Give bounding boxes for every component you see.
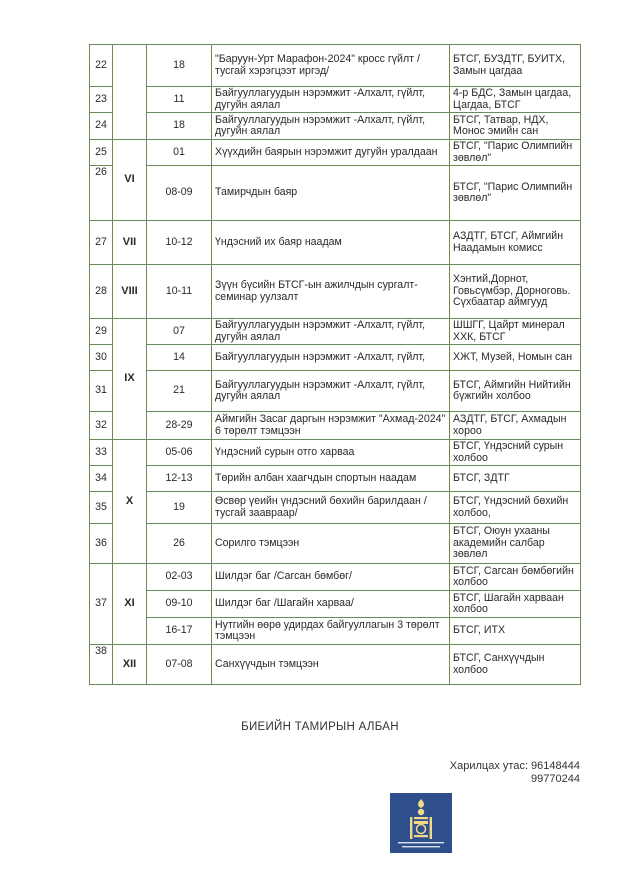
organizer-cell: БТСГ, Сагсан бөмбөгийн холбоо	[450, 564, 581, 591]
table-row	[90, 45, 581, 87]
organizer-cell: БТСГ, Оюун ухааны академийн салбар зөвлөл	[450, 524, 581, 564]
row-number: 33	[90, 440, 113, 466]
organizer-cell: АЗДТГ, БТСГ, Аймгийн Наадамын комисс	[450, 221, 581, 265]
organizer-cell: БТСГ, Үндэсний бөхийн холбоо,	[450, 492, 581, 524]
date-cell: 19	[147, 492, 212, 524]
event-cell: Байгууллагуудын нэрэмжит -Алхалт, гүйлт, дугуйн аялал	[212, 113, 450, 140]
table-row	[90, 265, 581, 319]
event-cell: "Баруун-Урт Марафон-2024" кросс гүйлт /тусгай хэрэгцээт иргэд/	[212, 45, 450, 87]
schedule-table	[89, 44, 581, 685]
table-row	[90, 113, 581, 140]
table-row	[90, 345, 581, 371]
soyombo-seal-icon	[390, 793, 452, 853]
table-row	[90, 564, 581, 591]
event-cell: Шилдэг баг /Шагайн харваа/	[212, 591, 450, 618]
row-number: 38	[90, 645, 113, 685]
date-cell: 09-10	[147, 591, 212, 618]
table-row	[90, 221, 581, 265]
row-number: 26	[90, 166, 113, 221]
month-cell: XII	[113, 645, 147, 685]
date-cell: 10-12	[147, 221, 212, 265]
table-row	[90, 618, 581, 645]
row-number: 34	[90, 466, 113, 492]
organizer-cell: ХЖТ, Музей, Номын сан	[450, 345, 581, 371]
date-cell: 11	[147, 87, 212, 113]
row-number: 35	[90, 492, 113, 524]
date-cell: 18	[147, 113, 212, 140]
event-cell: Шилдэг баг /Сагсан бөмбөг/	[212, 564, 450, 591]
date-cell: 08-09	[147, 166, 212, 221]
table-row	[90, 492, 581, 524]
table-row	[90, 591, 581, 618]
organizer-cell: БТСГ, БУЗДТГ, БУИТХ, Замын цагдаа	[450, 45, 581, 87]
row-number: 27	[90, 221, 113, 265]
organizer-cell: БТСГ, Татвар, НДХ, Монос эмийн сан	[450, 113, 581, 140]
organizer-cell: БТСГ, Аймгийн Нийтийн бүжгийн холбоо	[450, 371, 581, 412]
month-cell: VII	[113, 221, 147, 265]
month-cell: X	[113, 440, 147, 564]
date-cell: 18	[147, 45, 212, 87]
row-number: 23	[90, 87, 113, 113]
month-cell	[113, 45, 147, 140]
table-row	[90, 466, 581, 492]
contact-info	[450, 760, 580, 786]
table-row	[90, 412, 581, 440]
date-cell: 16-17	[147, 618, 212, 645]
organizer-cell: БТСГ, Шагайн харваан холбоо	[450, 591, 581, 618]
event-cell: Үндэсний их баяр наадам	[212, 221, 450, 265]
date-cell: 01	[147, 140, 212, 166]
month-cell: VI	[113, 140, 147, 221]
row-number: 25	[90, 140, 113, 166]
date-cell: 14	[147, 345, 212, 371]
table-row	[90, 166, 581, 221]
event-cell: Өсвөр үеийн үндэсний бөхийн барилдаан /тусгай зааврааp/	[212, 492, 450, 524]
event-cell: Санхүүчдын тэмцээн	[212, 645, 450, 685]
month-cell: VIII	[113, 265, 147, 319]
date-cell: 07-08	[147, 645, 212, 685]
row-number: 24	[90, 113, 113, 140]
event-cell: Зүүн бүсийн БТСГ-ын ажилчдын сургалт-семинар уулзалт	[212, 265, 450, 319]
office-name: БИЕИЙН ТАМИРЫН АЛБАН	[241, 721, 399, 733]
event-cell: Үндэсний сурын отго харваа	[212, 440, 450, 466]
organizer-cell: БТСГ, Үндэсний сурын холбоо	[450, 440, 581, 466]
date-cell: 10-11	[147, 265, 212, 319]
date-cell: 05-06	[147, 440, 212, 466]
table-row	[90, 645, 581, 685]
date-cell: 26	[147, 524, 212, 564]
organizer-cell: 4-р БДС, Замын цагдаа, Цагдаа, БТСГ	[450, 87, 581, 113]
table-row	[90, 140, 581, 166]
contact-phone-2: 99770244	[531, 773, 580, 785]
table-row	[90, 440, 581, 466]
row-number: 22	[90, 45, 113, 87]
organizer-cell: ШШГГ, Цайрт минерал ХХК, БТСГ	[450, 319, 581, 345]
event-cell: Сорилго тэмцээн	[212, 524, 450, 564]
event-cell: Аймгийн Засаг даргын нэрэмжит "Ахмад-2024" 6 төрөлт тэмцээн	[212, 412, 450, 440]
table-row	[90, 87, 581, 113]
date-cell: 12-13	[147, 466, 212, 492]
date-cell: 21	[147, 371, 212, 412]
organizer-cell: БТСГ, ЗДТГ	[450, 466, 581, 492]
month-cell: IX	[113, 319, 147, 440]
organizer-cell: Хэнтий,Дорнот, Говьсүмбэр, Дорноговь. Сүхбаатар аймгууд	[450, 265, 581, 319]
date-cell: 28-29	[147, 412, 212, 440]
table-row	[90, 371, 581, 412]
event-cell: Байгууллагуудын нэрэмжит -Алхалт, гүйлт, дугуйн аялал	[212, 87, 450, 113]
event-cell: Хүүхдийн баярын нэрэмжит дугуйн уралдаан	[212, 140, 450, 166]
date-cell: 07	[147, 319, 212, 345]
table-row	[90, 524, 581, 564]
row-number: 36	[90, 524, 113, 564]
row-number: 29	[90, 319, 113, 345]
organizer-cell: БТСГ, Санхүүчдын холбоо	[450, 645, 581, 685]
event-cell: Төрийн албан хаагчдын спортын наадам	[212, 466, 450, 492]
row-number: 30	[90, 345, 113, 371]
date-cell: 02-03	[147, 564, 212, 591]
organizer-cell: БТСГ, "Парис Олимпийн зөвлөл"	[450, 140, 581, 166]
event-cell: Тамирчдын баяр	[212, 166, 450, 221]
table-row	[90, 319, 581, 345]
month-cell: XI	[113, 564, 147, 645]
row-number: 31	[90, 371, 113, 412]
event-cell: Байгууллагуудын нэрэмжит -Алхалт, гүйлт, дугуйн аялал	[212, 371, 450, 412]
contact-phone-1: Харилцах утас: 96148444	[449, 760, 580, 772]
row-number: 32	[90, 412, 113, 440]
organizer-cell: БТСГ, "Парис Олимпийн зөвлөл"	[450, 166, 581, 221]
organizer-cell: АЗДТГ, БТСГ, Ахмадын хороо	[450, 412, 581, 440]
event-cell: Нутгийн өөрө удирдах байгууллагын 3 төрөлт тэмцээн	[212, 618, 450, 645]
event-cell: Байгууллагуудын нэрэмжит -Алхалт, гүйлт,	[212, 345, 450, 371]
organizer-cell: БТСГ, ИТХ	[450, 618, 581, 645]
event-cell: Байгууллагуудын нэрэмжит -Алхалт, гүйлт, дугуйн аялал	[212, 319, 450, 345]
row-number: 28	[90, 265, 113, 319]
row-number: 37	[90, 564, 113, 645]
